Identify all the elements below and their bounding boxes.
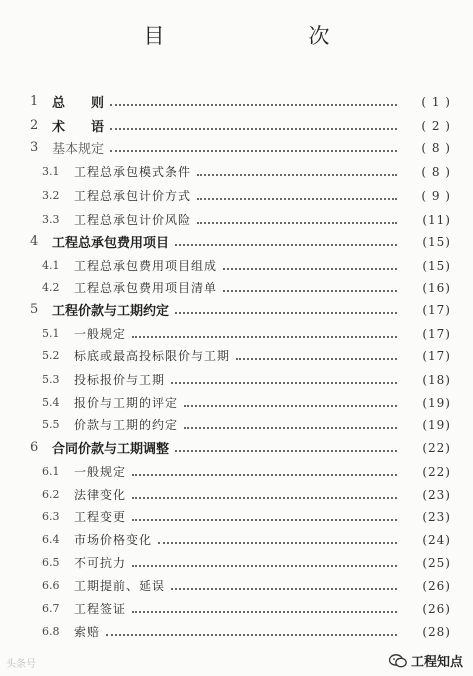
toc-page-number: (22) <box>422 440 451 455</box>
toc-section-row <box>0 276 473 299</box>
dot-leader <box>175 438 397 452</box>
toc-page-number: (15) <box>422 234 451 249</box>
dot-leader <box>110 92 397 106</box>
toc-page-number: (26) <box>422 578 451 593</box>
dot-leader <box>171 576 397 590</box>
toc-entry-title: 市场价格变化 <box>74 533 153 547</box>
toc-entry-title: 工程总承包计价风险 <box>74 213 192 227</box>
dot-leader <box>223 256 397 270</box>
toc-entry-title: 工程总承包计价方式 <box>74 189 192 203</box>
dot-leader <box>132 485 397 499</box>
dot-leader <box>158 530 397 544</box>
toc-entry-number: 6.3 <box>42 510 60 523</box>
toc-chapter-row <box>0 90 473 113</box>
toc-section-row <box>0 344 473 367</box>
toc-page-number: (23) <box>422 487 451 502</box>
dot-leader <box>223 278 397 292</box>
toc-section-row <box>0 483 473 506</box>
toc-entry-number: 3 <box>30 140 39 155</box>
toc-section-row <box>0 574 473 597</box>
toc-chapter-row <box>0 230 473 253</box>
toc-page-number: (17) <box>422 348 451 363</box>
toc-entry-number: 6.5 <box>42 556 60 569</box>
toc-entry-number: 3.3 <box>42 213 60 226</box>
dot-leader <box>110 138 397 152</box>
toc-entry-number: 3.2 <box>42 189 60 202</box>
toc-section-row <box>0 551 473 574</box>
page-title: 目 次 <box>143 24 364 48</box>
toc-entry-title: 工程签证 <box>74 602 127 616</box>
toc-page-number: (24) <box>422 532 451 547</box>
toc-page-number: ( 1 ) <box>421 94 451 109</box>
toc-section-row <box>0 413 473 436</box>
dot-leader <box>197 162 397 176</box>
toc-section-row <box>0 505 473 528</box>
toc-entry-title: 合同价款与工期调整 <box>52 442 170 457</box>
toc-entry-title: 索赔 <box>74 625 101 639</box>
wechat-icon <box>389 654 407 668</box>
toc-chapter-row <box>0 436 473 459</box>
toc-entry-title: 工期提前、延误 <box>74 579 166 593</box>
toc-page-number: (22) <box>422 464 451 479</box>
toc-entry-number: 5 <box>30 302 39 317</box>
dot-leader <box>171 370 397 384</box>
toc-chapter-row <box>0 136 473 159</box>
dot-leader <box>184 393 397 407</box>
toc-page-number: ( 9 ) <box>421 188 451 203</box>
toc-entry-title: 价款与工期的约定 <box>74 418 179 432</box>
toc-entry-title: 法律变化 <box>74 488 127 502</box>
toc-entry-title: 工程总承包费用项目 <box>52 236 170 251</box>
toc-section-row <box>0 184 473 207</box>
toc-entry-title: 一般规定 <box>74 465 127 479</box>
dot-leader <box>197 210 397 224</box>
toc-entry-title: 总 则 <box>52 96 105 111</box>
toc-page-number: (17) <box>422 302 451 317</box>
toc-entry-number: 6 <box>30 440 39 455</box>
dot-leader <box>175 300 397 314</box>
toc-entry-number: 5.5 <box>42 418 60 431</box>
watermark-left: 头条号 <box>6 659 36 670</box>
dot-leader <box>132 599 397 613</box>
toc-section-row <box>0 620 473 643</box>
toc-entry-number: 2 <box>30 118 39 133</box>
toc-page-number: (28) <box>422 624 451 639</box>
toc-page-number: ( 2 ) <box>421 118 451 133</box>
dot-leader <box>132 324 397 338</box>
toc-entry-number: 4.2 <box>42 281 60 294</box>
toc-page-number: (19) <box>422 417 451 432</box>
toc-entry-number: 5.3 <box>42 373 60 386</box>
toc-chapter-row <box>0 114 473 137</box>
watermark-right-label: 工程知点 <box>410 655 463 670</box>
toc-entry-number: 6.4 <box>42 533 60 546</box>
toc-section-row <box>0 368 473 391</box>
toc-entry-number: 6.1 <box>42 465 60 478</box>
toc-entry-number: 6.7 <box>42 602 60 615</box>
dot-leader <box>106 622 397 636</box>
toc-section-row <box>0 460 473 483</box>
toc-entry-number: 5.1 <box>42 327 60 340</box>
dot-leader <box>132 462 397 476</box>
toc-page-number: (16) <box>422 280 451 295</box>
dot-leader <box>175 232 397 246</box>
toc-entry-number: 6.2 <box>42 488 60 501</box>
toc-entry-number: 1 <box>30 94 39 109</box>
toc-entry-title: 投标报价与工期 <box>74 373 166 387</box>
toc-entry-number: 5.4 <box>42 396 60 409</box>
toc-entry-number: 4.1 <box>42 259 60 272</box>
toc-entry-title: 基本规定 <box>52 142 105 157</box>
toc-page-number: (15) <box>422 258 451 273</box>
toc-section-row <box>0 322 473 345</box>
toc-page-number: (17) <box>422 326 451 341</box>
toc-entry-title: 报价与工期的评定 <box>74 396 179 410</box>
dot-leader <box>184 415 397 429</box>
toc-chapter-row <box>0 298 473 321</box>
toc-entry-number: 6.8 <box>42 625 60 638</box>
toc-section-row <box>0 597 473 620</box>
toc-entry-number: 6.6 <box>42 579 60 592</box>
dot-leader <box>132 553 397 567</box>
toc-entry-number: 4 <box>30 234 39 249</box>
toc-page-number: (11) <box>422 212 451 227</box>
toc-section-row <box>0 254 473 277</box>
toc-page-number: (19) <box>422 395 451 410</box>
toc-entry-title: 一般规定 <box>74 327 127 341</box>
watermark-right <box>389 651 463 670</box>
toc-section-row <box>0 528 473 551</box>
toc-page-number: (23) <box>422 509 451 524</box>
dot-leader <box>110 116 397 130</box>
toc-page-number: (25) <box>422 555 451 570</box>
toc-entry-title: 工程总承包模式条件 <box>74 165 192 179</box>
toc-entry-title: 术 语 <box>52 120 105 135</box>
toc-entry-title: 工程价款与工期约定 <box>52 304 170 319</box>
toc-page-number: (26) <box>422 601 451 616</box>
toc-page-number: ( 8 ) <box>421 140 451 155</box>
toc-section-row <box>0 208 473 231</box>
toc-entry-title: 工程总承包费用项目组成 <box>74 259 218 273</box>
dot-leader <box>132 507 397 521</box>
toc-entry-title: 不可抗力 <box>74 556 127 570</box>
toc-page-number: ( 8 ) <box>421 164 451 179</box>
toc-entry-number: 3.1 <box>42 165 60 178</box>
toc-entry-title: 工程变更 <box>74 510 127 524</box>
toc-section-row <box>0 391 473 414</box>
toc-entry-title: 工程总承包费用项目清单 <box>74 281 218 295</box>
toc-page-number: (18) <box>422 372 451 387</box>
dot-leader <box>197 186 397 200</box>
toc-entry-number: 5.2 <box>42 349 60 362</box>
toc-entry-title: 标底或最高投标限价与工期 <box>74 349 231 363</box>
dot-leader <box>236 346 397 360</box>
toc-section-row <box>0 160 473 183</box>
